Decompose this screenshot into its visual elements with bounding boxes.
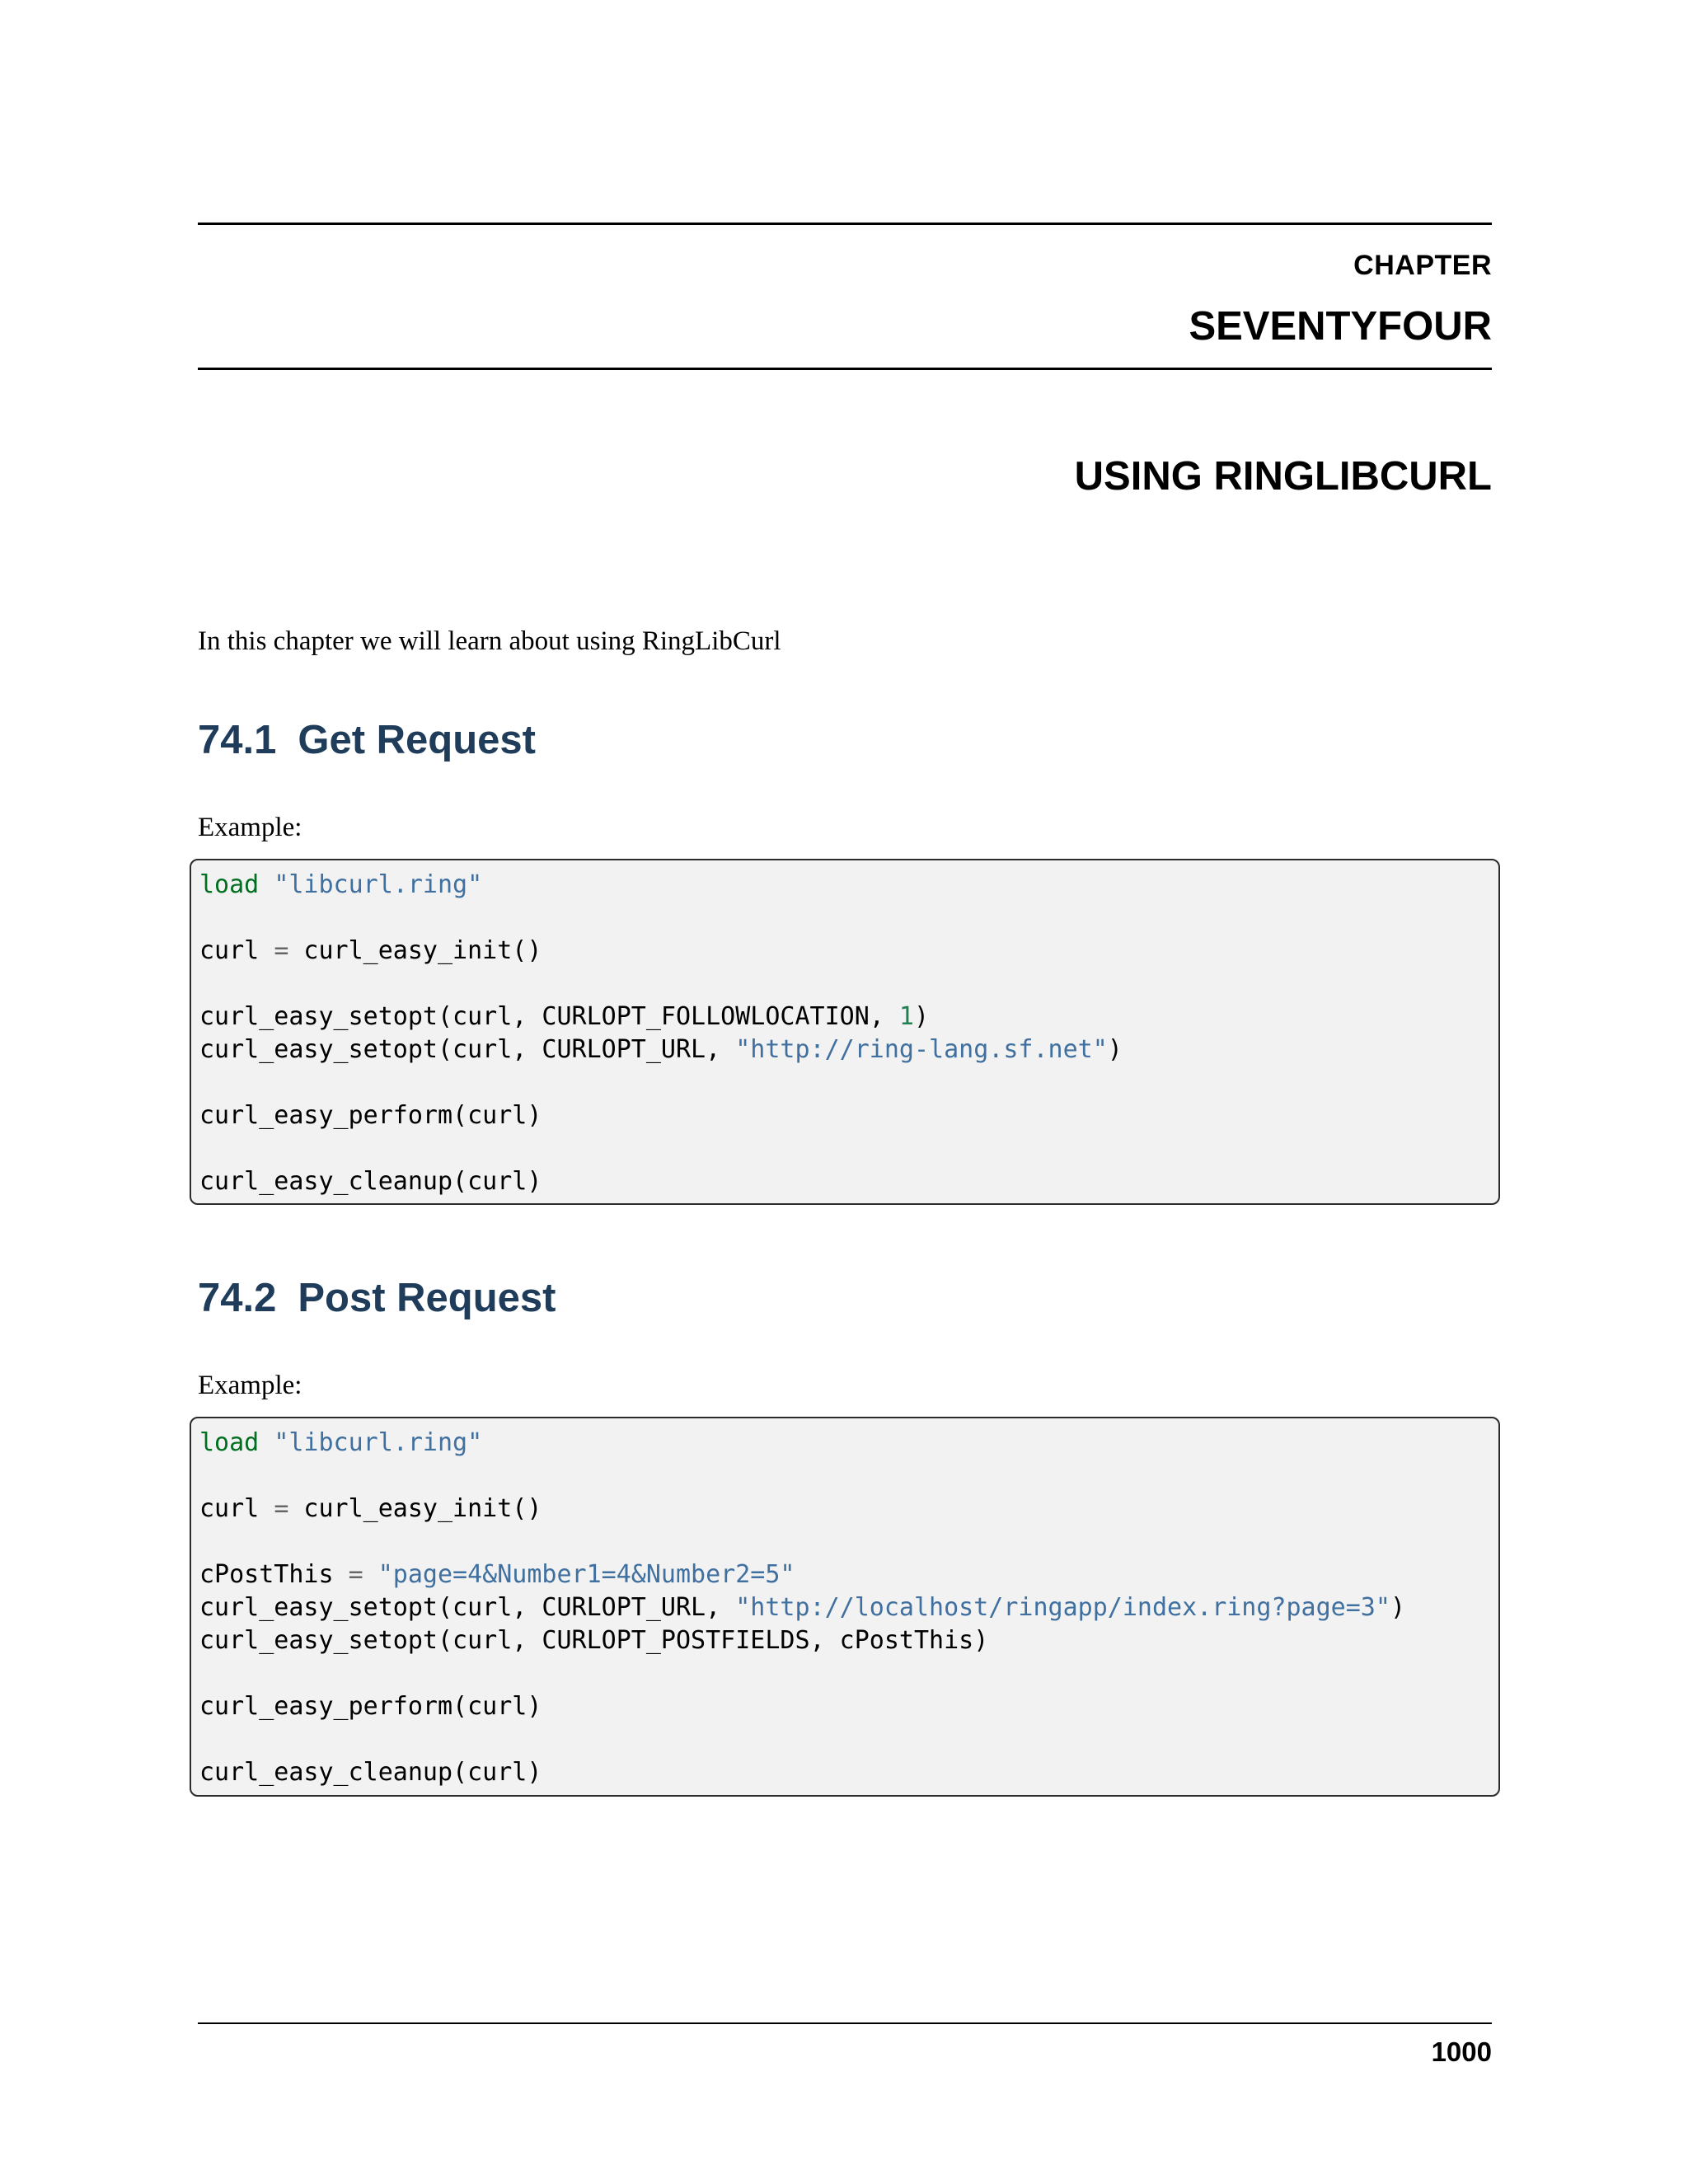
section-heading-post-request: [198, 1273, 556, 1323]
code-token-op: =: [348, 1560, 363, 1589]
code-line: [199, 1657, 1498, 1690]
code-line: [199, 968, 1498, 1001]
section-heading-get-request: [198, 715, 536, 765]
code-token: curl_easy_setopt(curl, CURLOPT_FOLLOWLOCATION,: [199, 1002, 899, 1031]
chapter-label: CHAPTER: [1353, 250, 1492, 281]
footer-rule: [198, 2022, 1492, 2024]
code-token: curl_easy_perform(curl): [199, 1692, 542, 1721]
code-line: [199, 1493, 1498, 1526]
code-line: [199, 1427, 1498, 1460]
code-line: [199, 1165, 1498, 1198]
page-number: 1000: [1431, 2036, 1492, 2067]
code-token: curl_easy_setopt(curl, CURLOPT_URL,: [199, 1593, 736, 1622]
chapter-bottom-rule: [198, 368, 1492, 370]
code-block-get-request: [190, 859, 1500, 1205]
code-line: [199, 1756, 1498, 1789]
code-token: curl_easy_init(): [288, 936, 542, 965]
code-token: [259, 870, 274, 899]
code-token: cPostThis: [199, 1560, 349, 1589]
code-line: [199, 1723, 1498, 1756]
chapter-title: USING RINGLIBCURL: [1074, 454, 1492, 499]
code-token-str: "page=4&Number1=4&Number2=5": [377, 1560, 795, 1589]
example-label: Example:: [198, 813, 302, 842]
code-line: [199, 1558, 1498, 1591]
code-token: curl_easy_cleanup(curl): [199, 1758, 542, 1787]
code-line: [199, 935, 1498, 968]
code-line: [199, 1526, 1498, 1558]
code-token-str: "http://localhost/ringapp/index.ring?page=3": [735, 1593, 1390, 1622]
code-token: curl_easy_cleanup(curl): [199, 1167, 542, 1196]
code-line: [199, 1591, 1498, 1624]
intro-paragraph: In this chapter we will learn about using RingLibCurl: [198, 626, 781, 656]
code-token: ): [1107, 1035, 1123, 1064]
code-token-str: "libcurl.ring": [274, 1428, 483, 1457]
code-token-kw: load: [199, 870, 260, 899]
code-token-op: =: [274, 1494, 289, 1523]
code-token-num: 1: [898, 1002, 914, 1031]
chapter-number: SEVENTYFOUR: [1189, 304, 1492, 349]
code-token: [259, 1428, 274, 1457]
code-line: [199, 1132, 1498, 1165]
code-token-str: "http://ring-lang.sf.net": [735, 1035, 1108, 1064]
section-title: Get Request: [298, 718, 536, 762]
code-line: [199, 1690, 1498, 1723]
code-line: [199, 1624, 1498, 1657]
section-title: Post Request: [298, 1276, 556, 1320]
code-token: curl_easy_setopt(curl, CURLOPT_URL,: [199, 1035, 736, 1064]
code-token: ): [913, 1002, 930, 1031]
code-line: [199, 902, 1498, 935]
example-label: Example:: [198, 1371, 302, 1400]
code-token: curl_easy_init(): [288, 1494, 542, 1523]
section-number: 74.1: [198, 718, 277, 762]
code-token-kw: load: [199, 1428, 260, 1457]
code-token-op: =: [274, 936, 289, 965]
code-token: curl_easy_perform(curl): [199, 1101, 542, 1130]
section-number: 74.2: [198, 1276, 277, 1320]
code-line: [199, 1460, 1498, 1493]
code-token-str: "libcurl.ring": [274, 870, 483, 899]
code-token: curl_easy_setopt(curl, CURLOPT_POSTFIELDS, cPostThis): [199, 1626, 989, 1655]
chapter-top-rule: [198, 223, 1492, 225]
code-block-post-request: [190, 1417, 1500, 1797]
code-line: [199, 1066, 1498, 1099]
code-line: [199, 1099, 1498, 1132]
code-token: curl: [199, 936, 274, 965]
code-line: [199, 869, 1498, 902]
code-line: [199, 1033, 1498, 1066]
code-token: [363, 1560, 378, 1589]
code-line: [199, 1001, 1498, 1033]
code-token: curl: [199, 1494, 274, 1523]
code-token: ): [1390, 1593, 1405, 1622]
